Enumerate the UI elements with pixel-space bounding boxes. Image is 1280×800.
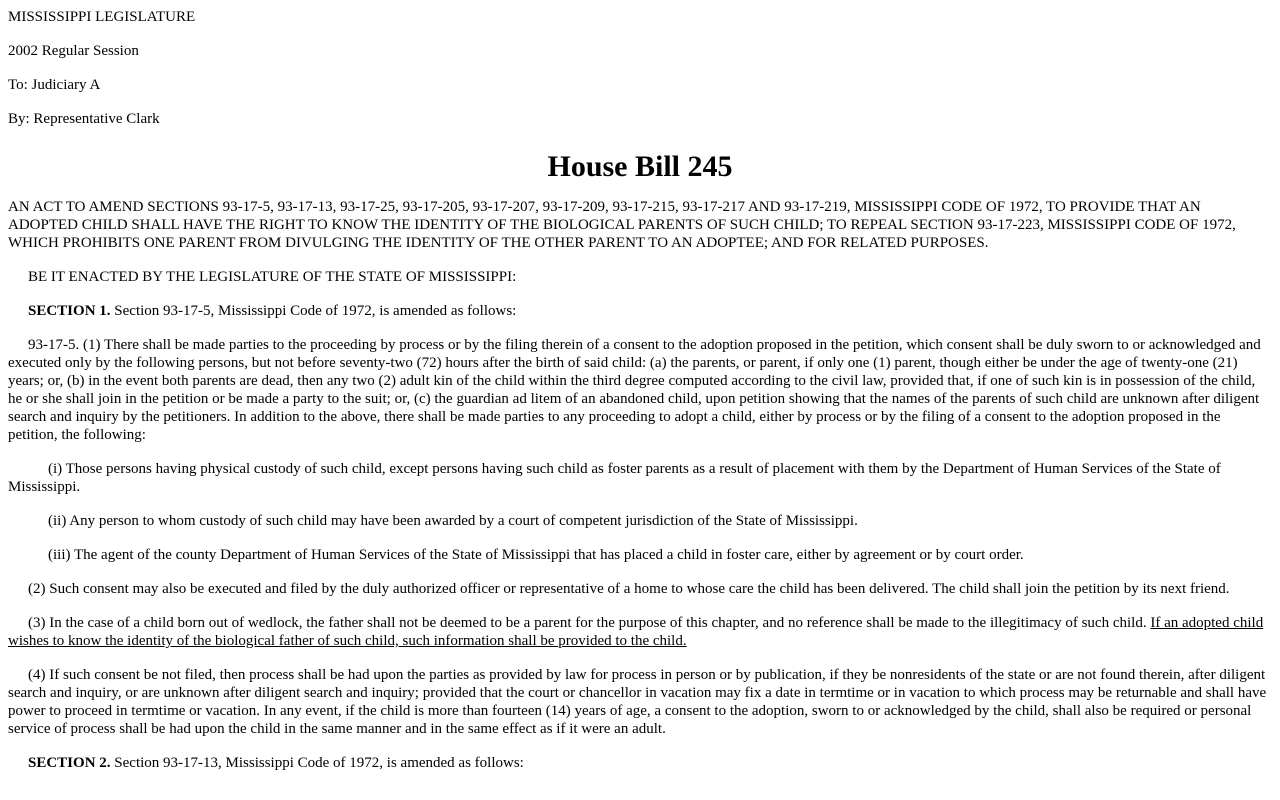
section-2-label: SECTION 2. — [28, 755, 111, 771]
section-2-text: Section 93-17-13, Mississippi Code of 1972, is amended as follows: — [110, 755, 524, 771]
section-1-label: SECTION 1. — [28, 303, 111, 319]
section-1-text: Section 93-17-5, Mississippi Code of 1972, is amended as follows: — [110, 303, 517, 319]
subitem-iii: (iii) The agent of the county Department of Human Services of the State of Mississippi that has placed a child in foster care, either by agreement or by court order. — [48, 547, 1024, 563]
subitem-ii: (ii) Any person to whom custody of such child may have been awarded by a court of competent jurisdiction of the State of Mississippi. — [48, 513, 858, 529]
section-2-heading — [8, 754, 1272, 772]
section-93-17-5-paragraph-1: 93-17-5. (1) There shall be made parties to the proceeding by process or by the filing therein of a consent to the adoption proposed in the petition, which consent shall be duly sworn to or acknowledged and executed only by the following persons, but not before seventy-two (72) hours after the birth of said child: (a) the parents, or parent, if only one (1) parent, though either be under the age of twenty-one (21) years; or, (b) in the event both parents are dead, then any two (2) adult kin of the child within the third degree computed according to the civil law, provided that, if one of such kin is in possession of the child, he or she shall join in the petition or be made a party to the suit; or, (c) the guardian ad litem of an abandoned child, upon petition showing that the names of the parents of such child are unknown after diligent search and inquiry by the petitioners. In addition to the above, there shall be made parties to any proceeding to adopt a child, either by process or by the filing of a consent to the adoption proposed in the petition, the following: — [8, 337, 1261, 443]
legislature-name: MISSISSIPPI LEGISLATURE — [8, 9, 196, 25]
section-1-heading — [8, 302, 1272, 320]
paragraph-4: (4) If such consent be not filed, then process shall be had upon the parties as provided by law for process in person or by publication, if they be nonresidents of the state or are not found therein, after diligent search and inquiry, or are unknown after diligent search and inquiry; provided that the court or chancellor in vacation may fix a date in termtime or in vacation to which process may be returnable and shall have power to proceed in termtime or vacation. In any event, if the child is more than fourteen (14) years of age, a consent to the adoption, sworn to or acknowledged by the child, shall also be required or personal service of process shall be had upon the child in the same manner and in the same effect as if it were an adult. — [8, 667, 1267, 737]
paragraph-3-text: (3) In the case of a child born out of wedlock, the father shall not be deemed to be a parent for the purpose of this chapter, and no reference shall be made to the illegitimacy of such child. — [28, 615, 1151, 631]
enacting-clause: BE IT ENACTED BY THE LEGISLATURE OF THE STATE OF MISSISSIPPI: — [28, 269, 517, 285]
act-title-paragraph: AN ACT TO AMEND SECTIONS 93-17-5, 93-17-13, 93-17-25, 93-17-205, 93-17-207, 93-17-209, 93-17-215, 93-17-217 AND 93-17-219, MISSISSIPPI CODE OF 1972, TO PROVIDE THAT AN ADOPTED CHILD SHALL HAVE THE RIGHT TO KNOW THE IDENTITY OF THE BIOLOGICAL PARENTS OF SUCH CHILD; TO REPEAL SECTION 93-17-223, MISSISSIPPI CODE OF 1972, WHICH PROHIBITS ONE PARENT FROM DIVULGING THE IDENTITY OF THE OTHER PARENT TO AN ADOPTEE; AND FOR RELATED PURPOSES. — [8, 199, 1236, 251]
bill-title: House Bill 245 — [547, 150, 733, 183]
bill-sponsor: By: Representative Clark — [8, 111, 160, 127]
paragraph-3 — [8, 614, 1272, 650]
session-name: 2002 Regular Session — [8, 43, 139, 59]
committee-referral: To: Judiciary A — [8, 77, 101, 93]
paragraph-3-amendment: If an adopted child wishes to know the identity of the biological father of such child, such information shall be provided to the child. — [8, 615, 1264, 649]
paragraph-2: (2) Such consent may also be executed and filed by the duly authorized officer or representative of a home to whose care the child has been delivered. The child shall join the petition by its next friend. — [28, 581, 1230, 597]
subitem-i: (i) Those persons having physical custody of such child, except persons having such child as foster parents as a result of placement with them by the Department of Human Services of the State of Mississippi. — [8, 461, 1221, 495]
